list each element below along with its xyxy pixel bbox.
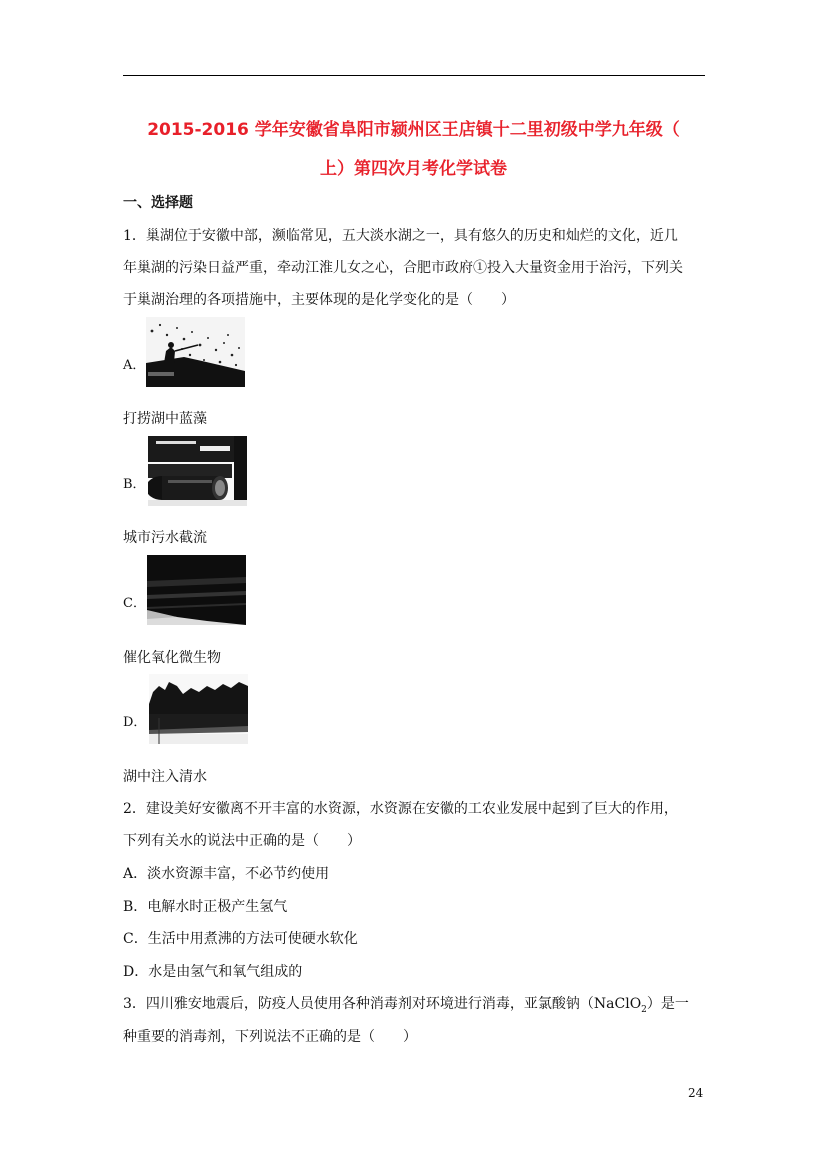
header-rule	[123, 75, 705, 76]
q3-line1	[123, 994, 689, 1020]
q1-option-b-photo[interactable]	[148, 436, 247, 506]
q1-option-a-caption: 打捞湖中蓝藻	[123, 411, 207, 427]
exam-title-line2: 上）第四次月考化学试卷	[320, 159, 507, 179]
fisherman-on-lake-image	[146, 317, 245, 387]
q1-option-a-photo[interactable]	[146, 317, 245, 387]
q2-option-a[interactable]: A．淡水资源丰富，不必节约使用	[123, 866, 330, 882]
section-heading: 一、选择题	[123, 195, 193, 211]
q1-option-d-photo[interactable]	[149, 674, 248, 744]
exam-title-line1: 2015-2016 学年安徽省阜阳市颍州区王店镇十二里初级中学九年级（	[147, 120, 680, 140]
q3-line1-text: 3．四川雅安地震后，防疫人员使用各种消毒剂对环境进行消毒，亚氯酸钠（NaClO	[123, 996, 642, 1012]
q1-line3: 于巢湖治理的各项措施中，主要体现的是化学变化的是（ ）	[123, 292, 515, 308]
q1-line2: 年巢湖的污染日益严重，牵动江淮儿女之心，合肥市政府①投入大量资金用于治污，下列关	[123, 260, 683, 276]
dark-water-surface-image	[147, 555, 246, 625]
q1-option-c-caption: 催化氧化微生物	[123, 650, 221, 666]
q2-line1: 2．建设美好安徽离不开丰富的水资源，水资源在安徽的工农业发展中起到了巨大的作用，	[123, 801, 678, 817]
q3-line1-end: ）是一	[646, 996, 689, 1012]
q1-option-c-photo[interactable]	[147, 555, 246, 625]
q1-option-b-caption: 城市污水截流	[123, 530, 207, 546]
q1-option-c-letter[interactable]: C．	[123, 596, 146, 611]
q2-line2: 下列有关水的说法中正确的是（ ）	[123, 833, 361, 849]
q2-option-d[interactable]: D．水是由氢气和氧气组成的	[123, 964, 303, 980]
q2-option-b[interactable]: B．电解水时正极产生氢气	[123, 899, 288, 915]
q2-option-c[interactable]: C．生活中用煮沸的方法可使硬水软化	[123, 931, 358, 947]
q3-formula-subscript: 2	[641, 1004, 647, 1015]
q1-option-d-caption: 湖中注入清水	[123, 769, 207, 785]
q1-line1: 1．巢湖位于安徽中部，濒临常见，五大淡水湖之一，具有悠久的历史和灿烂的文化，近几	[123, 228, 678, 244]
sewage-pipe-image	[148, 436, 247, 506]
q1-option-a-letter[interactable]: A．	[123, 358, 146, 373]
q3-line2: 种重要的消毒剂，下列说法不正确的是（ ）	[123, 1029, 417, 1045]
page-number: 24	[688, 1086, 704, 1100]
q1-option-d-letter[interactable]: D．	[123, 715, 147, 730]
q1-option-b-letter[interactable]: B．	[123, 477, 146, 492]
lakeside-trees-image	[149, 674, 248, 744]
